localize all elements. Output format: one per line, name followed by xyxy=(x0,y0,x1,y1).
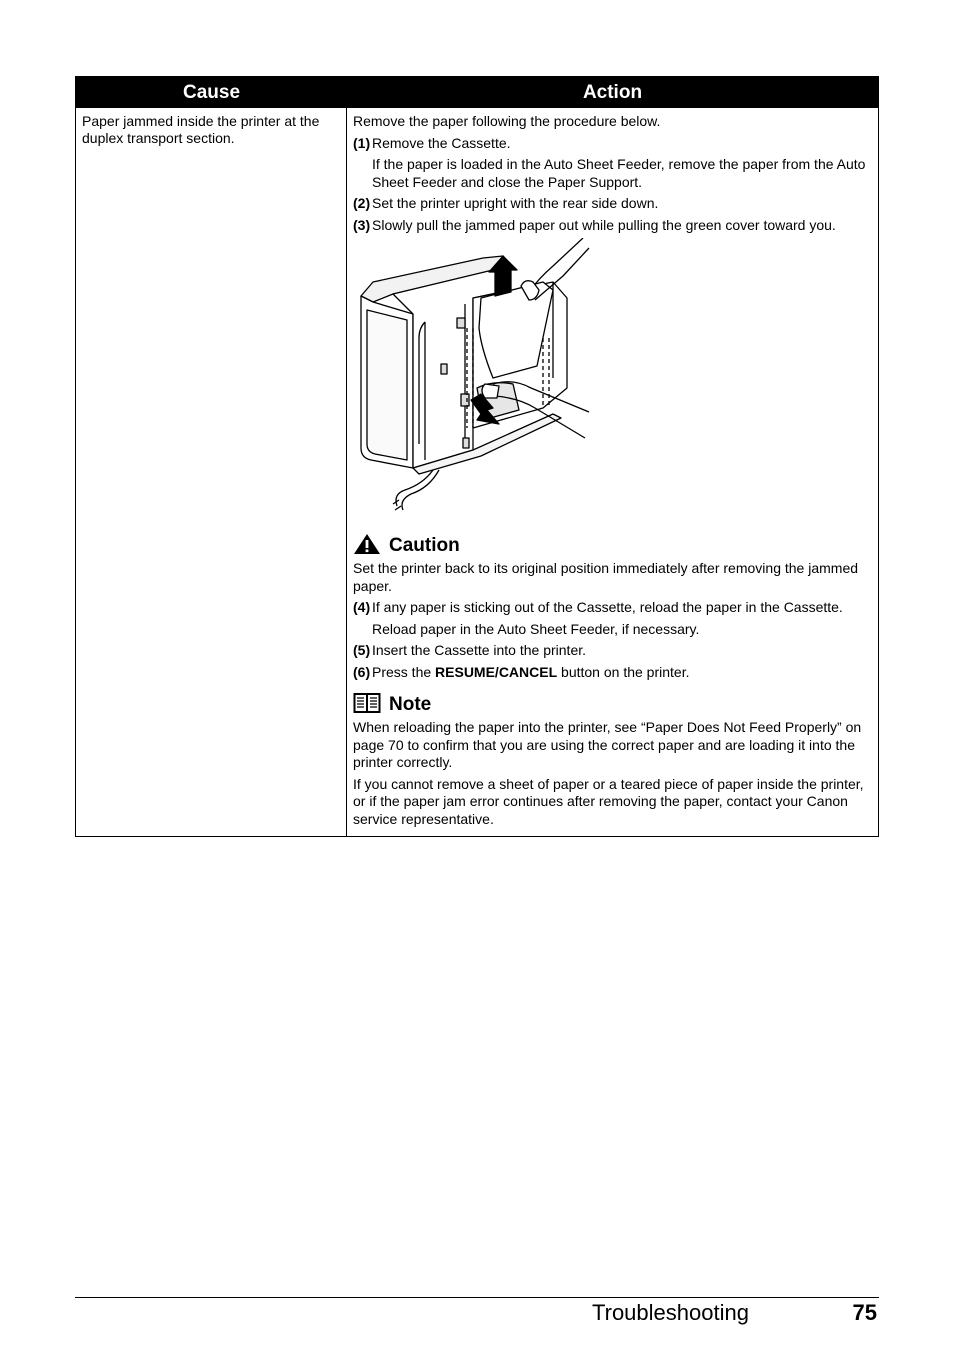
cause-cell xyxy=(76,108,347,836)
step-number: (5) xyxy=(353,642,371,658)
page-number: 75 xyxy=(852,1300,877,1325)
step-1-detail: If the paper is loaded in the Auto Sheet Feeder, remove the paper from the Auto Sheet Feeder and close the Paper Support. xyxy=(372,156,866,190)
step-number: (3) xyxy=(353,216,371,233)
note-paragraph-1: When reloading the paper into the printer, see “Paper Does Not Feed Properly” on page 70 to confirm that you are using the correct paper and are loading it into the printer correctly. xyxy=(353,719,862,770)
printer-illustration xyxy=(353,238,872,530)
footer-section-title: Troubleshooting xyxy=(592,1300,749,1325)
table-header xyxy=(76,77,878,108)
table-row xyxy=(76,108,878,836)
cause-text: Paper jammed inside the printer at the duplex transport section. xyxy=(82,113,320,146)
footer-divider xyxy=(75,1297,879,1298)
step-6-post: button on the printer. xyxy=(557,663,690,680)
step-text xyxy=(372,664,872,682)
note-paragraph-2: If you cannot remove a sheet of paper or a teared piece of paper inside the printer, or if the paper jam error continues after removing the paper, contact your Canon service representative. xyxy=(353,775,864,827)
step-1 xyxy=(353,135,872,153)
step-6-pre: Press the xyxy=(372,663,436,680)
step-number: (6) xyxy=(353,663,371,680)
step-6 xyxy=(353,664,872,682)
caution-heading xyxy=(353,534,872,558)
step-5 xyxy=(353,642,872,660)
step-text: Set the printer upright with the rear side down. xyxy=(372,195,659,211)
step-text: If any paper is sticking out of the Cassette, reload the paper in the Cassette. xyxy=(372,599,843,615)
step-text: Slowly pull the jammed paper out while pulling the green cover toward you. xyxy=(372,216,836,233)
header-action: Action xyxy=(582,82,643,103)
note-title: Note xyxy=(389,694,432,716)
step-number: (1) xyxy=(353,134,371,151)
warning-triangle-icon xyxy=(353,533,381,560)
step-4 xyxy=(353,599,872,617)
action-cell xyxy=(347,108,878,836)
troubleshooting-table xyxy=(75,76,879,837)
step-2 xyxy=(353,195,872,213)
step-number: (4) xyxy=(353,599,371,615)
printer-jam-drawing xyxy=(353,238,593,530)
caution-text: Set the printer back to its original position immediately after removing the jammed paper. xyxy=(353,560,859,594)
note-heading xyxy=(353,693,872,717)
step-3 xyxy=(353,217,872,235)
book-icon xyxy=(353,692,381,719)
header-cause: Cause xyxy=(182,82,241,103)
step-4-detail: Reload paper in the Auto Sheet Feeder, if necessary. xyxy=(372,620,700,637)
step-text: Remove the Cassette. xyxy=(372,134,511,151)
caution-title: Caution xyxy=(389,535,460,557)
step-text: Insert the Cassette into the printer. xyxy=(372,642,587,658)
action-intro: Remove the paper following the procedure below. xyxy=(353,113,661,129)
resume-cancel-label: RESUME/CANCEL xyxy=(435,663,558,680)
step-number: (2) xyxy=(353,195,371,211)
